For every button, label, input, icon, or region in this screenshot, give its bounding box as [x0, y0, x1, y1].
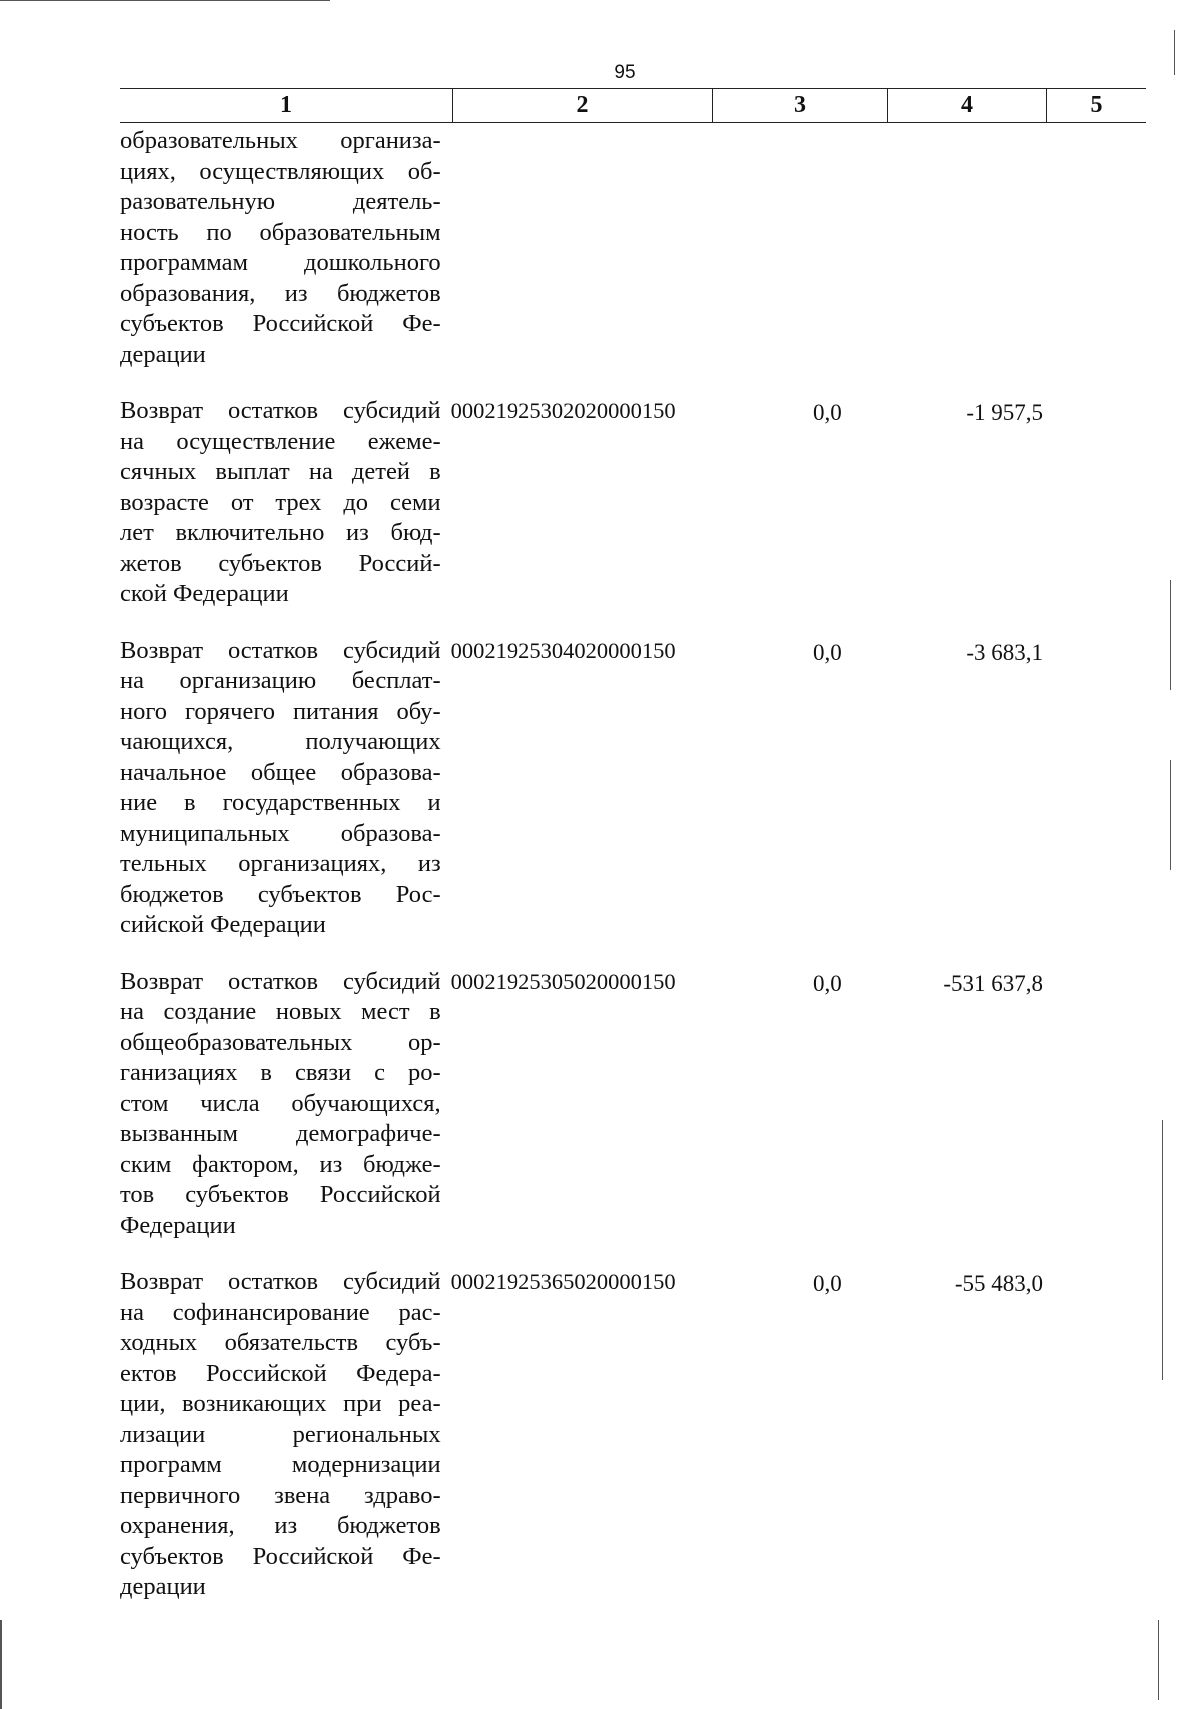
row-name-line: бюджетов субъектов Рос- — [120, 880, 441, 908]
header-col-4: 4 — [888, 89, 1047, 122]
row-name-line: лизации региональных — [120, 1420, 441, 1448]
row-name-line: муниципальных образова- — [120, 819, 441, 847]
row-name-line: на организацию бесплат- — [120, 667, 441, 694]
row-code — [441, 126, 738, 370]
table-row — [120, 967, 1146, 1242]
row-col5-value — [1043, 636, 1146, 941]
row-name-line: ции, возникающих при реа- — [120, 1390, 441, 1417]
row-name-line: сийской Федерации — [120, 911, 326, 938]
row-name-line: на осуществление ежеме- — [120, 427, 441, 455]
row-name-line: лет включительно из бюд- — [120, 519, 441, 546]
row-name-line: тов субъектов Российской — [120, 1181, 441, 1208]
row-code: 00021925302020000150 — [450, 398, 676, 423]
table-row — [120, 636, 1146, 941]
table-row — [120, 126, 1146, 370]
row-name-line: дерации — [120, 1573, 206, 1600]
row-col5-value — [1043, 396, 1146, 610]
row-name-line: возрасте от трех до семи — [120, 488, 441, 516]
scan-artifact — [0, 0, 330, 1]
table-header — [120, 88, 1146, 123]
row-col3-value — [738, 126, 857, 370]
row-name-line: образования, из бюджетов — [120, 279, 441, 307]
row-name-line: охранения, из бюджетов — [120, 1512, 441, 1539]
row-col5-value — [1043, 967, 1146, 1242]
row-col4-value: -1 957,5 — [966, 400, 1044, 425]
row-name-line: ного горячего питания обу- — [120, 697, 441, 725]
row-code: 00021925365020000150 — [450, 1269, 676, 1294]
row-name-line: ганизациях в связи с ро- — [120, 1059, 441, 1086]
table-row — [120, 1267, 1146, 1603]
row-name-line: ходных обязательств субъ- — [120, 1329, 441, 1356]
header-col-3: 3 — [713, 89, 888, 122]
row-name-line: на софинансирование рас- — [120, 1298, 441, 1326]
row-name — [120, 1267, 441, 1603]
table-row — [120, 396, 1146, 610]
row-name-line: Возврат остатков субсидий — [120, 1268, 441, 1295]
scan-artifact — [1162, 1120, 1163, 1380]
row-name-line: Федерации — [120, 1211, 236, 1239]
row-name-line: общеобразовательных ор- — [120, 1028, 441, 1056]
row-name-line: на создание новых мест в — [120, 998, 441, 1025]
row-code: 00021925305020000150 — [450, 968, 676, 994]
row-col4-value: -55 483,0 — [954, 1271, 1044, 1296]
row-name-line: программам дошкольного — [120, 249, 441, 276]
scan-artifact — [1170, 580, 1171, 690]
row-name-line: вызванным демографиче- — [120, 1120, 441, 1147]
table-body — [120, 126, 1146, 1629]
row-name-line: Возврат остатков субсидий — [120, 967, 441, 995]
row-name-line: образовательных организа- — [120, 127, 441, 154]
scan-artifact — [0, 1620, 2, 1709]
row-name-line: жетов субъектов Россий- — [120, 549, 441, 577]
row-name-line: Возврат остатков субсидий — [120, 636, 441, 664]
row-col3-value: 0,0 — [812, 1271, 842, 1296]
row-name-line: Возврат остатков субсидий — [120, 397, 441, 424]
header-col-2: 2 — [453, 89, 713, 122]
row-col3-value: 0,0 — [812, 639, 842, 665]
row-name-line: ским фактором, из бюдже- — [120, 1150, 441, 1178]
row-name-line: разовательную деятель- — [120, 188, 441, 215]
row-name-line: дерации — [120, 340, 206, 368]
row-name — [120, 126, 441, 370]
row-col5-value — [1043, 1267, 1146, 1603]
row-col3-value: 0,0 — [812, 400, 842, 425]
row-code: 00021925304020000150 — [450, 637, 676, 663]
scan-artifact — [1174, 30, 1175, 75]
row-col4-value — [857, 126, 1043, 370]
row-name-line: ской Федерации — [120, 580, 289, 607]
row-name — [120, 396, 441, 610]
row-col5-value — [1043, 126, 1146, 370]
page-number: 95 — [614, 62, 636, 83]
row-name-line: субъектов Российской Фе- — [120, 1542, 441, 1570]
row-name-line: программ модернизации — [120, 1451, 441, 1478]
row-name — [120, 636, 441, 941]
row-name-line: ние в государственных и — [120, 789, 441, 816]
row-col4-value: -531 637,8 — [943, 970, 1044, 996]
row-name-line: субъектов Российской Фе- — [120, 310, 441, 337]
row-name-line: циях, осуществляющих об- — [120, 157, 441, 185]
row-name-line: первичного звена здраво- — [120, 1481, 441, 1509]
row-name-line: тельных организациях, из — [120, 850, 441, 877]
row-name-line: чающихся, получающих — [120, 728, 441, 755]
row-name-line: стом числа обучающихся, — [120, 1089, 441, 1117]
scan-artifact — [1158, 1620, 1159, 1700]
header-col-5: 5 — [1090, 92, 1103, 118]
row-name-line: ектов Российской Федера- — [120, 1359, 441, 1387]
scan-artifact — [1170, 760, 1171, 870]
row-col4-value: -3 683,1 — [966, 639, 1044, 665]
row-col3-value: 0,0 — [812, 970, 842, 996]
row-name — [120, 967, 441, 1242]
row-name-line: начальное общее образова- — [120, 758, 441, 786]
header-col-1: 1 — [120, 89, 453, 122]
row-name-line: ность по образовательным — [120, 218, 441, 246]
row-name-line: сячных выплат на детей в — [120, 458, 441, 485]
